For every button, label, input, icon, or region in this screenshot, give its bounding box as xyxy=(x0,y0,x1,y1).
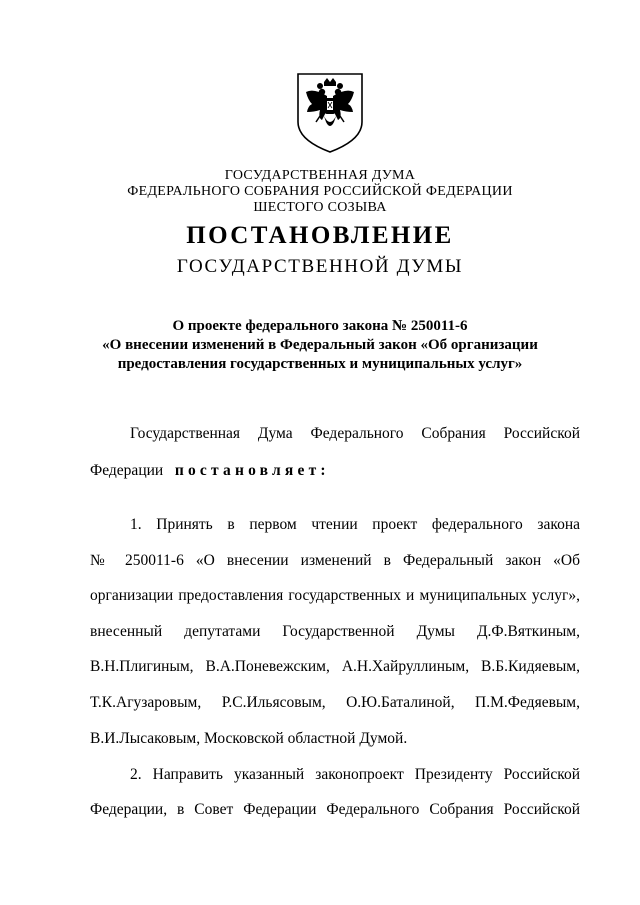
coat-of-arms-emblem-icon xyxy=(294,70,366,154)
item2-line-1: 2. Направить указанный законопроект Президенту Российской xyxy=(130,766,580,783)
issuer-heading: ГОСУДАРСТВЕННОЙ ДУМЫ xyxy=(176,256,464,277)
preamble-keyword: постановляет: xyxy=(174,462,330,479)
item1-line-6: Т.К.Агузаровым, Р.С.Ильясовым, О.Ю.Баталиной, П.М.Федяевым, xyxy=(90,694,580,711)
item1-line-5: В.Н.Плигиным, В.А.Поневежским, А.Н.Хайруллиным, В.Б.Кидяевым, xyxy=(90,658,580,675)
item1-line-3: организации предоставления государственных и муниципальных услуг», xyxy=(90,587,580,604)
item1-line-4: внесенный депутатами Государственной Думы Д.Ф.Вяткиным, xyxy=(90,623,580,640)
title-line-1: О проекте федерального закона № 250011-6 xyxy=(172,318,468,334)
title-line-3: предоставления государственных и муниципальных услуг» xyxy=(117,356,523,372)
document-type-heading: ПОСТАНОВЛЕНИЕ xyxy=(186,222,454,249)
item2-line-2: Федерации, в Совет Федерации Федерального Собрания Российской xyxy=(90,801,580,818)
title-line-2: «О внесении изменений в Федеральный закон «Об организации xyxy=(102,337,538,353)
preamble-line-2 xyxy=(90,462,580,480)
header-line-convocation: ШЕСТОГО СОЗЫВА xyxy=(253,200,387,215)
preamble-line-1: Государственная Дума Федерального Собрания Российской xyxy=(130,425,580,442)
preamble-prefix: Федерации xyxy=(90,462,164,479)
header-line-duma: ГОСУДАРСТВЕННАЯ ДУМА xyxy=(224,168,416,183)
header-line-federal-assembly: ФЕДЕРАЛЬНОГО СОБРАНИЯ РОССИЙСКОЙ ФЕДЕРАЦИИ xyxy=(127,184,513,199)
item1-line-7: В.И.Лысаковым, Московской областной Думой. xyxy=(90,730,408,747)
item1-line-2: № 250011-6 «О внесении изменений в Федеральный закон «Об xyxy=(90,552,580,569)
item1-line-1: 1. Принять в первом чтении проект федерального закона xyxy=(130,516,580,533)
